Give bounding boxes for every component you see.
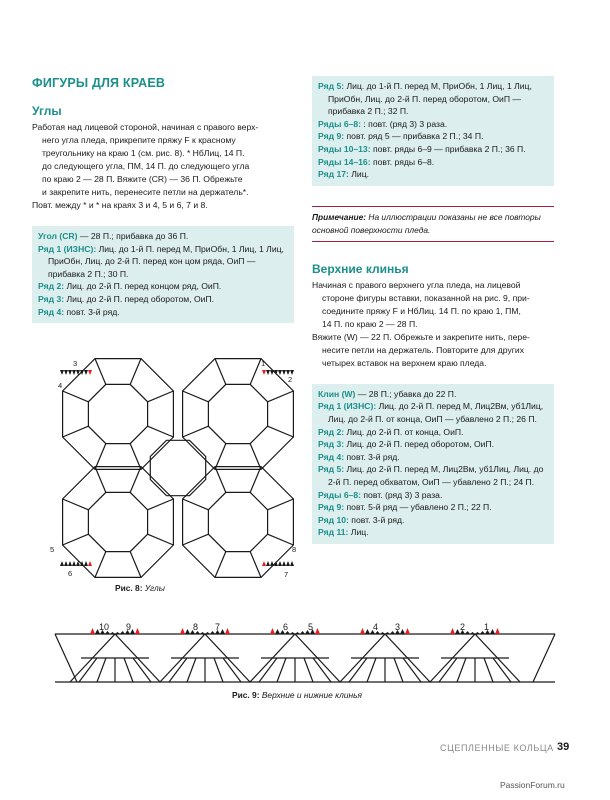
marker-tooth [115, 632, 120, 634]
row-text: повт. (ряд 3) 3 раза. [361, 489, 443, 500]
marker-tooth [90, 628, 95, 634]
note-label: Примечание: [312, 211, 367, 222]
wedges-title: Верхние клинья [312, 261, 409, 276]
wedge-line [124, 658, 133, 682]
wedge-line [304, 658, 313, 682]
ring-spoke [63, 391, 89, 402]
ring-spoke [215, 552, 226, 578]
marker-tooth [290, 632, 295, 634]
corners-line: Работая над лицевой стороной, начиная с правого верх- [32, 122, 259, 132]
marker-tooth [266, 561, 270, 566]
marker-tooth [266, 370, 270, 375]
marker-tooth [60, 561, 64, 566]
wedge-number: 7 [215, 622, 221, 632]
marker-tooth [135, 628, 140, 634]
footer-title: СЦЕПЛЕННЫЕ КОЛЬЦА [440, 743, 554, 753]
row-text: Лиц. до 2-й П. перед М, Лиц2Вм, уб1Лиц, Лиц. до 2-й П. от конца, ОиП — убавлено 2 П.; 26 П. [328, 401, 544, 424]
row-text: повт. 5-й ряд — убавлено 2 П.; 22 П. [344, 502, 492, 513]
wedge-line [394, 658, 403, 682]
marker-tooth [270, 628, 275, 634]
marker-tooth [385, 632, 390, 634]
row-label: Ряды 14–16: [318, 156, 371, 167]
pattern-row [318, 118, 548, 131]
marker-tooth [270, 561, 274, 566]
note [312, 206, 554, 242]
wedge-line [484, 658, 493, 682]
marker-tooth [185, 629, 190, 634]
pattern-row [318, 501, 548, 514]
corner-number: 5 [50, 545, 55, 554]
ring-spoke [148, 499, 174, 510]
ring-spoke [268, 391, 294, 402]
marker-tooth [68, 370, 72, 375]
marker-tooth [315, 628, 320, 634]
marker-tooth [495, 628, 500, 634]
inner-octagon [88, 492, 147, 551]
marker-tooth [68, 561, 72, 566]
wedge-line [367, 658, 376, 682]
box-header [318, 388, 548, 401]
wedges-line: Вяжите (W) — 22 П. Обрежьте и закрепите нить, пере- [312, 331, 530, 342]
ring-spoke [63, 534, 89, 545]
ring-spoke [148, 534, 174, 545]
marker-tooth [286, 561, 290, 566]
box-header-rest: — 28 П.; прибавка до 36 П. [77, 231, 189, 241]
pattern-row [318, 143, 548, 156]
marker-tooth [490, 629, 495, 634]
marker-tooth [365, 629, 370, 634]
wedge-number: 3 [395, 622, 401, 632]
wedge-number: 5 [308, 622, 314, 632]
ring-spoke [183, 534, 209, 545]
ring-spoke [183, 499, 209, 510]
ring-spoke [250, 444, 261, 470]
figure-8-caption [115, 583, 165, 593]
center-octagon [150, 440, 205, 495]
marker-tooth [278, 370, 282, 375]
ring-octagon [183, 359, 294, 470]
corner-number: 2 [288, 375, 293, 384]
marker-tooth [225, 628, 230, 634]
pattern-row [318, 489, 548, 502]
marker-tooth [84, 561, 88, 566]
ring-spoke [250, 359, 261, 385]
row-text: повт. 3-й ряд. [344, 451, 400, 462]
marker-tooth [64, 370, 68, 375]
ring-spoke [95, 467, 106, 493]
corner-number: 1 [261, 359, 266, 368]
row-label: Ряд 1 (ИЗНС): [318, 401, 377, 412]
row-text: Лиц. [348, 169, 370, 180]
marker-tooth [270, 370, 274, 375]
corners-text [32, 121, 294, 212]
marker-tooth [290, 561, 294, 566]
wedges-line: Начиная с правого верхнего угла пледа, на лицевой [312, 279, 521, 290]
ring-spoke [183, 426, 209, 437]
row-text: Лиц. до 2-й П. перед оборотом, ОиП. [344, 439, 495, 450]
marker-tooth [295, 632, 300, 634]
corners-title: Углы [32, 104, 62, 118]
caption-label: Рис. 8: [115, 583, 143, 593]
corners-line: Повт. между * и * на краях 3 и 4, 5 и 6, 7 и 8. [32, 200, 208, 210]
wedge-line [187, 658, 196, 682]
wedge-line [214, 658, 223, 682]
right-edge [533, 634, 555, 682]
ring-spoke [148, 391, 174, 402]
corners-line: треугольнику на краю 1 (см. рис. 8). * НбЛиц, 14 П. [42, 148, 245, 158]
corner-number: 6 [68, 569, 73, 578]
watermark: PassionForum.ru [500, 780, 565, 790]
pattern-row [318, 438, 548, 451]
marker-tooth [72, 561, 76, 566]
box-header-label: Клин (W) [318, 388, 356, 399]
ring-spoke [130, 552, 141, 578]
marker-tooth [84, 370, 88, 375]
corner-pattern-box [32, 226, 294, 323]
box-header-label: Угол (CR) [38, 231, 78, 241]
row-label: Ряды 6–8: [318, 489, 362, 500]
marker-tooth [275, 629, 280, 634]
wedges-text [312, 279, 554, 370]
marker-tooth [262, 561, 266, 566]
row-label: Ряд 9: [318, 502, 345, 513]
figure-9-caption [232, 690, 362, 700]
wedge-number: 8 [193, 622, 199, 632]
marker-tooth [72, 370, 76, 375]
row-text: Лиц. до 2-й П. перед концом ряд, ОиП. [64, 281, 222, 292]
ring-spoke [268, 426, 294, 437]
pattern-row [38, 293, 288, 306]
row-text: Лиц. [348, 527, 369, 538]
wedge-number: 10 [99, 622, 110, 632]
ring-spoke [130, 444, 141, 470]
ring-spoke [268, 534, 294, 545]
ring-spoke [148, 426, 174, 437]
ring-spoke [63, 426, 89, 437]
row-label: Ряд 5: [318, 81, 345, 91]
note-text: На иллюстрации показаны не все повторы основной поверхности пледа. [312, 211, 541, 235]
wedges-line: 14 П. по краю 2 — 28 П. [322, 318, 418, 329]
pattern-row [318, 156, 548, 169]
row-text: Лиц. до 1-й П. перед М, ПриОбн, 1 Лиц, 1 Лиц, ПриОбн, Лиц. до 2-й П. перед оборотом, ОиП — прибавка 2 П.; 32 П. [328, 81, 532, 117]
marker-tooth [300, 631, 305, 634]
wedges-line: соедините пряжу F и НбЛиц. 14 П. по краю 1, ПМ, [322, 305, 521, 316]
marker-tooth [120, 631, 125, 634]
ring-spoke [63, 499, 89, 510]
ring-spoke [130, 467, 141, 493]
marker-tooth [180, 628, 185, 634]
row-label: Ряд 11: [318, 527, 349, 538]
wedge-number: 2 [460, 622, 466, 632]
pattern-row [38, 280, 288, 293]
row-label: Ряд 4: [38, 306, 65, 317]
marker-tooth [470, 632, 475, 634]
row-text: Лиц. до 1-й П. перед М, ПриОбн, 1 Лиц, 1 Лиц, ПриОбн, Лиц. до 2-й П. перед кон цом ряда, ОиП — прибавка 2 П.; 30 П. [48, 243, 284, 279]
right-column [312, 76, 554, 544]
wedge-number: 9 [126, 622, 132, 632]
marker-tooth [200, 632, 205, 634]
pattern-row [318, 80, 548, 118]
pattern-row [318, 426, 548, 439]
inner-octagon [208, 384, 267, 443]
marker-tooth [262, 370, 266, 375]
ring-spoke [95, 359, 106, 385]
row-label: Ряд 17: [318, 169, 349, 180]
row-label: Ряд 2: [318, 426, 345, 437]
row-text: повт. 3-й ряд. [64, 306, 120, 317]
pattern-row [318, 451, 548, 464]
marker-tooth [88, 561, 92, 566]
wedge-line [277, 658, 286, 682]
marker-tooth [465, 631, 470, 634]
row-text: повт. ряд 5 — прибавка 2 П.; 34 П. [344, 131, 484, 142]
marker-tooth [278, 561, 282, 566]
figure-8-diagram [50, 352, 300, 584]
marker-tooth [205, 632, 210, 634]
wedges-line: несите петли на держатель. Повторите для других [322, 344, 524, 355]
marker-tooth [282, 370, 286, 375]
row-text: повт. ряды 6–8. [370, 156, 435, 167]
wedge-number: 6 [283, 622, 289, 632]
ring-spoke [95, 552, 106, 578]
ring-spoke [183, 391, 209, 402]
box-header-rest: — 28 П.; убавка до 22 П. [355, 388, 457, 399]
ring-octagon [183, 467, 297, 578]
row-label: Ряд 9: [318, 131, 345, 142]
marker-tooth [60, 370, 64, 375]
corners-line: него угла пледа, прикрепите пряжу F к красному [42, 135, 236, 145]
wedge-number: 1 [484, 622, 490, 632]
marker-tooth [282, 561, 286, 566]
left-column [32, 76, 294, 323]
marker-tooth [220, 629, 225, 634]
wedge-line [97, 658, 106, 682]
inner-octagon [208, 492, 267, 551]
ring-spoke [250, 467, 261, 493]
ring-spoke [268, 499, 294, 510]
marker-tooth [380, 632, 385, 634]
corners-line: по краю 2 — 28 П. Вяжите (CR) — 36 П. Обрежьте [42, 174, 243, 184]
row-label: Ряды 6–8: [318, 118, 362, 129]
row-text: : повт. (ряд 3) 3 раза. [361, 118, 448, 129]
pattern-row [38, 243, 288, 281]
marker-tooth [64, 561, 68, 566]
pattern-row [318, 463, 548, 488]
pattern-row [318, 526, 548, 539]
corners-line: и закрепите нить, перенесите петли на держатель*. [42, 187, 249, 197]
ring-octagon [63, 359, 174, 470]
row-text: Лиц. до 2-й П. перед оборотом, ОиП. [64, 293, 215, 304]
row-text: повт. 3-й ряд. [348, 514, 405, 525]
pattern-row [318, 168, 548, 181]
corner-number: 7 [284, 570, 289, 579]
page-number: 39 [557, 741, 570, 753]
box-header [38, 230, 288, 243]
ring-spoke [215, 359, 226, 385]
corners-line: до следующего угла, ПМ, 14 П. до следующего угла [42, 161, 250, 171]
wedge-pattern-box [312, 384, 554, 544]
marker-tooth [88, 370, 92, 375]
marker-tooth [110, 632, 115, 634]
row-text: Лиц. до 2-й П. перед М, Лиц2Вм, уб1Лиц, Лиц. до 2-й П. перед обхватом, ОиП — убавлено 2 П.; 24 П. [328, 464, 544, 487]
ring-spoke [215, 444, 226, 470]
row-text: Лиц. до 2-й П. от конца, ОиП. [344, 426, 464, 437]
row-label: Ряды 10–13: [318, 143, 371, 154]
wedges-line: четырех вставок на верхнем краю пледа. [322, 357, 487, 368]
row-label: Ряд 1 (ИЗНС): [38, 243, 97, 254]
section-title: ФИГУРЫ ДЛЯ КРАЕВ [32, 76, 166, 90]
row-label: Ряд 5: [318, 464, 345, 475]
corner-continued-box [312, 76, 554, 186]
ring-octagon [63, 467, 174, 578]
pattern-row [318, 514, 548, 527]
row-label: Ряд 2: [38, 281, 65, 292]
caption-label: Рис. 9: [232, 690, 260, 700]
pattern-row [318, 130, 548, 143]
marker-tooth [475, 632, 480, 634]
wedge-line [457, 658, 466, 682]
wedge-number: 4 [373, 622, 379, 632]
corner-number: 4 [58, 381, 63, 390]
corner-number: 8 [292, 545, 297, 554]
ring-spoke [130, 359, 141, 385]
row-label: Ряд 3: [38, 293, 65, 304]
row-label: Ряд 3: [318, 439, 345, 450]
corner-number: 3 [73, 359, 78, 368]
row-label: Ряд 10: [318, 514, 349, 525]
figure-9-diagram [55, 612, 555, 684]
inner-octagon [88, 384, 147, 443]
ring-spoke [215, 467, 226, 493]
caption-text: Углы [142, 583, 165, 593]
ring-spoke [95, 444, 106, 470]
row-text: повт. ряды 6–9 — прибавка 2 П.; 36 П. [370, 143, 526, 154]
pattern-row [38, 306, 288, 319]
marker-tooth [405, 628, 410, 634]
row-label: Ряд 4: [318, 451, 345, 462]
caption-text: Верхние и нижние клинья [259, 690, 362, 700]
marker-tooth [450, 628, 455, 634]
ring-spoke [250, 552, 261, 578]
left-edge [55, 634, 77, 682]
wedges-line: стороне фигуры вставки, показанной на рис. 9, при- [322, 292, 530, 303]
pattern-row [318, 400, 548, 425]
marker-tooth [360, 628, 365, 634]
marker-tooth [400, 629, 405, 634]
